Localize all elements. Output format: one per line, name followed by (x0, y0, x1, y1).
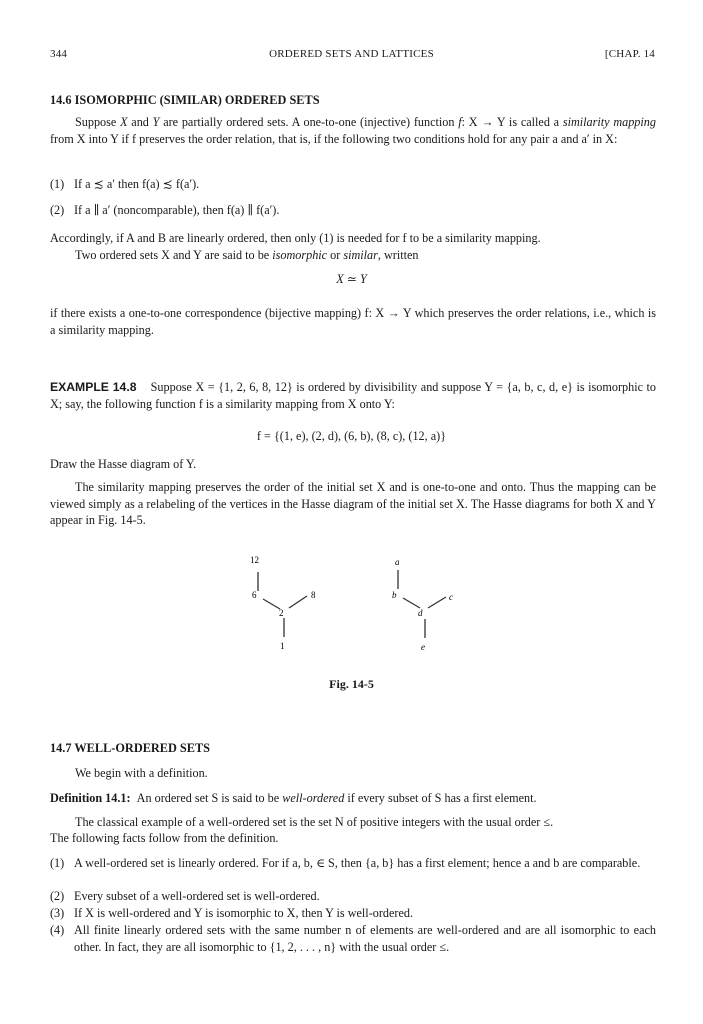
running-title: ORDERED SETS AND LATTICES (269, 48, 434, 60)
example-label: EXAMPLE 14.8 (50, 380, 137, 394)
condition-2: (2) If a ∥ a′ (noncomparable), then f(a) ∥ f(a′). (50, 203, 280, 217)
vertex-label-12: 12 (250, 555, 259, 565)
edge-c-d (428, 597, 446, 608)
vertex-label-e: e (421, 642, 425, 652)
page-number: 344 (50, 48, 68, 60)
edge-8-2 (289, 596, 307, 608)
section-title-14-6: 14.6 ISOMORPHIC (SIMILAR) ORDERED SETS (50, 93, 320, 107)
formula-isomorphic: X ≃ Y (336, 272, 367, 286)
vertex-label-6: 6 (252, 590, 257, 600)
paragraph-bijective: if there exists a one-to-one correspondence (bijective mapping) f: X → Y which preserves the order relations, i.e., which is a similarity mapping. (50, 306, 656, 337)
condition-1: (1) If a ≾ a′ then f(a) ≾ f(a′). (50, 177, 200, 191)
hasse-diagram-y (392, 557, 453, 652)
paragraph-facts-intro: The following facts follow from the definition. (50, 831, 279, 845)
definition-14-1: Definition 14.1: An ordered set S is said to be well-ordered if every subset of S has a first element. (50, 791, 537, 805)
figure-caption: Fig. 14-5 (329, 677, 374, 691)
hasse-diagrams-figure (0, 545, 703, 665)
example-14-8: EXAMPLE 14.8 Suppose X = {1, 2, 6, 8, 12} is ordered by divisibility and suppose Y = {a, b, c, d, e} is isomorphic to X; say, the following function f is a similarity mapping from X onto Y: (50, 380, 657, 411)
fact-item: (2) Every subset of a well-ordered set is well-ordered. (50, 889, 320, 903)
fact-item: (1) A well-ordered set is linearly ordered. For if a, b, ∈ S, then {a, b} has a first element; hence a and b are comparable. (50, 856, 641, 870)
vertex-label-d: d (418, 608, 423, 618)
formula-mapping: f = {(1, e), (2, d), (6, b), (8, c), (12, a)} (256, 429, 447, 443)
fact-item: (4) All finite linearly ordered sets with the same number n of elements are well-ordered and are all isomorphic to each other. In fact, they are all isomorphic to {1, 2, . . . , n} with the usual order ≤. (50, 923, 656, 954)
fact-item: (3) If X is well-ordered and Y is isomorphic to X, then Y is well-ordered. (50, 906, 414, 920)
chapter-label: [CHAP. 14 (604, 48, 655, 60)
vertex-label-c: c (449, 592, 453, 602)
example-task: Draw the Hasse diagram of Y. (50, 457, 197, 471)
vertex-label-2: 2 (279, 608, 284, 618)
paragraph-classical-example: The classical example of a well-ordered set is the set N of positive integers with the usual order ≤. (75, 815, 554, 829)
vertex-label-8: 8 (311, 590, 316, 600)
paragraph-intro: We begin with a definition. (75, 766, 208, 780)
vertex-label-a: a (395, 557, 400, 567)
paragraph-isomorphic: Two ordered sets X and Y are said to be isomorphic or similar, written (75, 248, 419, 262)
vertex-label-b: b (392, 590, 397, 600)
definition-label: Definition 14.1: (50, 791, 131, 805)
paragraph-similarity-definition: Suppose X and Y are partially ordered sets. A one-to-one (injective) function f: X → Y is called a similarity mapping from X into Y if f preserves the order relation, that is, if the following two conditions hold for any pair a and a′ in X: (50, 115, 656, 146)
example-solution: The similarity mapping preserves the order of the initial set X and is one-to-one and onto. Thus the mapping can be viewed simply as a relabeling of the vertices in the Hasse diagram of the initial set X. The Hasse diagrams for both X and Y appear in Fig. 14-5. (50, 480, 656, 528)
edge-b-d (403, 598, 420, 608)
vertex-label-1: 1 (280, 641, 285, 651)
section-title-14-7: 14.7 WELL-ORDERED SETS (50, 741, 211, 755)
hasse-diagram-x (250, 555, 316, 651)
edge-6-2 (263, 599, 280, 609)
paragraph-linear-order: Accordingly, if A and B are linearly ordered, then only (1) is needed for f to be a similarity mapping. (50, 231, 541, 245)
